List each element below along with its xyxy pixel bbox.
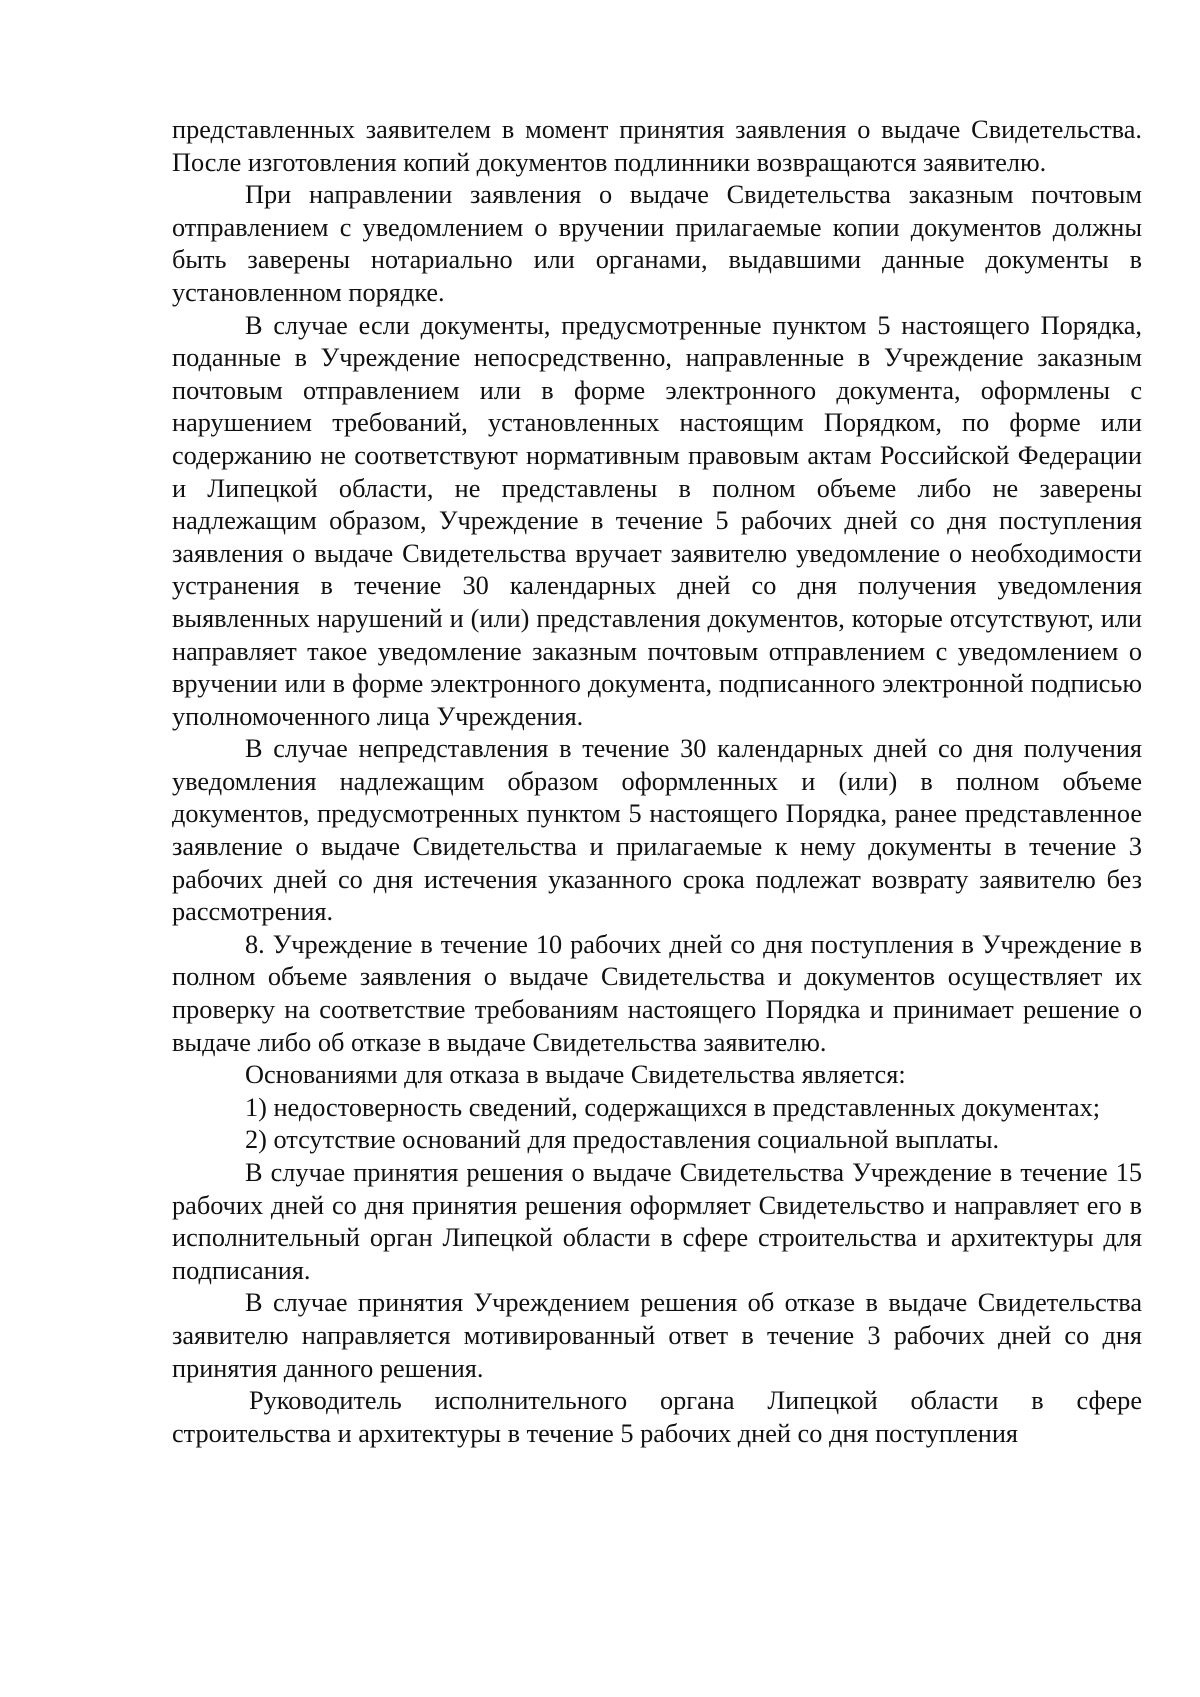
document-page [172,114,1142,1450]
paragraph-refusal-grounds: Основаниями для отказа в выдаче Свидетельства является: [245,1060,906,1090]
paragraph-ground-1: 1) недостоверность сведений, содержащихся в представленных документах; [245,1092,1101,1122]
paragraph-item-8: 8. Учреждение в течение 10 рабочих дней со дня поступления в Учреждение в полном объеме заявления о выдаче Свидетельства и документов осуществляет их проверку на соответствие требованиям настоящего Порядка и принимает решение о выдаче либо об отказе в выдаче Свидетельства заявителю. [172,929,1142,1057]
paragraph-originals-return: представленных заявителем в момент принятия заявления о выдаче Свидетельства. После изготовления копий документов подлинники возвращаются заявителю. [172,115,1142,177]
paragraph-document-violations: В случае если документы, предусмотренные пунктом 5 настоящего Порядка, поданные в Учреждение непосредственно, направленные в Учреждение заказным почтовым отправлением или в форме электронного документа, оформлены с нарушением требований, установленных настоящим Порядком, по форме или содержанию не соответствуют нормативным правовым актам Российской Федерации и Липецкой области, не представлены в полном объеме либо не заверены надлежащим образом, Учреждение в течение 5 рабочих дней со дня поступления заявления о выдаче Свидетельства вручает заявителю уведомление о необходимости устранения в течение 30 календарных дней со дня получения уведомления выявленных нарушений и (или) представления документов, которые отсутствуют, или направляет такое уведомление заказным почтовым отправлением с уведомлением о вручении или в форме электронного документа, подписанного электронной подписью уполномоченного лица Учреждения. [172,310,1142,731]
paragraph-postal-copies: При направлении заявления о выдаче Свидетельства заказным почтовым отправлением с уведомлением о вручении прилагаемые копии документов должны быть заверены нотариально или органами, выдавшими данные документы в установленном порядке. [172,180,1142,307]
paragraph-head-signing: Руководитель исполнительного органа Липецкой области в сфере строительства и архитектуры в течение 5 рабочих дней со дня поступления [172,1386,1142,1448]
paragraph-decision-issue: В случае принятия решения о выдаче Свидетельства Учреждение в течение 15 рабочих дней со дня принятия решения оформляет Свидетельство и направляет его в исполнительный орган Липецкой области в сфере строительства и архитектуры для подписания. [172,1158,1142,1285]
paragraph-non-submission: В случае непредставления в течение 30 календарных дней со дня получения уведомления надлежащим образом оформленных и (или) в полном объеме документов, предусмотренных пунктом 5 настоящего Порядка, ранее представленное заявление о выдаче Свидетельства и прилагаемые к нему документы в течение 3 рабочих дней со дня истечения указанного срока подлежат возврату заявителю без рассмотрения. [172,734,1142,927]
paragraph-ground-2: 2) отсутствие оснований для предоставления социальной выплаты. [245,1125,1000,1155]
paragraph-decision-refusal: В случае принятия Учреждением решения об отказе в выдаче Свидетельства заявителю направляется мотивированный ответ в течение 3 рабочих дней со дня принятия данного решения. [172,1288,1142,1383]
